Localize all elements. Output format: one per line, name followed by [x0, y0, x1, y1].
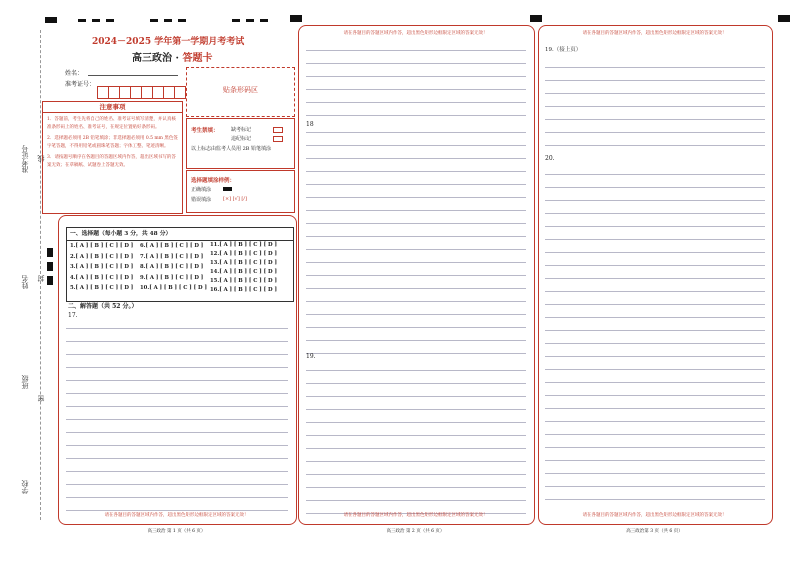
- timing-mark: [290, 15, 302, 22]
- wrong-fill-label: 错误填涂: [191, 197, 212, 203]
- forbidden-label: 考生禁填：: [191, 128, 219, 134]
- timing-mark: [164, 19, 172, 22]
- question-19-continued-label: 19.（接上页）: [545, 47, 582, 53]
- barcode-area: [186, 67, 295, 117]
- boundary-note: 请在各题目的答题区域内作答，超出黑色矩形边框限定区域的答案无效！: [343, 513, 488, 518]
- boundary-note: 请在各题目的答题区域内作答，超出黑色矩形边框限定区域的答案无效！: [582, 513, 727, 518]
- mcq-question[interactable]: 16.[ A ] [ B ] [ C ] [ D ]: [210, 287, 277, 293]
- answer-lines-20[interactable]: [545, 162, 765, 500]
- question-17-label: 17.: [68, 312, 78, 319]
- correct-fill-sample: [223, 187, 232, 191]
- correct-fill-label: 正确填涂: [191, 187, 212, 193]
- side-label-school: 学校: [21, 480, 29, 494]
- timing-mark: [106, 19, 114, 22]
- side-label-id: 准考证号: [21, 145, 29, 173]
- question-19-label: 19.: [306, 353, 316, 360]
- timing-mark: [47, 248, 53, 257]
- section1-title: 一、选择题（每小题 3 分，共 48 分）: [67, 228, 293, 241]
- mcq-question[interactable]: 10.[ A ] [ B ] [ C ] [ D ]: [140, 285, 207, 291]
- question-18-label: 18: [306, 121, 314, 128]
- card-type-label: 答题卡: [182, 53, 213, 64]
- timing-mark: [232, 19, 240, 22]
- mcq-question[interactable]: 5.[ A ] [ B ] [ C ] [ D ]: [70, 285, 134, 291]
- timing-mark: [246, 19, 254, 22]
- fill-example-box: [186, 170, 295, 213]
- answer-lines-18[interactable]: [306, 38, 526, 354]
- fill-example-title: 选择题填涂样例：: [191, 178, 236, 184]
- mcq-question[interactable]: 1.[ A ] [ B ] [ C ] [ D ]: [70, 243, 134, 249]
- timing-mark: [47, 276, 53, 285]
- notice-box: [42, 101, 183, 214]
- seal-label: 密: [37, 395, 45, 402]
- question-20-label: 20.: [545, 155, 555, 162]
- mcq-question[interactable]: 14.[ A ] [ B ] [ C ] [ D ]: [210, 269, 277, 275]
- mcq-question[interactable]: 2.[ A ] [ B ] [ C ] [ D ]: [70, 253, 134, 260]
- forbidden-box: [186, 118, 295, 169]
- mcq-question[interactable]: 6.[ A ] [ B ] [ C ] [ D ]: [140, 243, 204, 249]
- section2-title: 二、解答题（共 52 分。）: [68, 303, 138, 310]
- name-field[interactable]: [88, 75, 178, 76]
- seal-label: 线: [37, 155, 45, 162]
- timing-mark: [260, 19, 268, 22]
- mcq-question[interactable]: 3.[ A ] [ B ] [ C ] [ D ]: [70, 264, 134, 270]
- name-label: 姓名：: [65, 70, 84, 77]
- barcode-label: 贴条形码区: [223, 86, 258, 94]
- page-footer-1: 高三政治 第 1 页（共 6 页）: [147, 529, 206, 534]
- mcq-question[interactable]: 8.[ A ] [ B ] [ C ] [ D ]: [140, 264, 204, 270]
- notice-item: 2．选择题必须用 2B 铅笔填涂；非选择题必须用 0.5 mm 黑色签字笔答题，不得用铅笔或圆珠笔答题；字体工整、笔迹清晰。: [47, 136, 178, 149]
- timing-mark: [178, 19, 186, 22]
- boundary-note: 请在各题目的答题区域内作答，超出黑色矩形边框限定区域的答案无效！: [104, 513, 249, 518]
- answer-lines-17[interactable]: [66, 320, 288, 511]
- timing-mark: [150, 19, 158, 22]
- side-label-class: 班级: [21, 375, 29, 389]
- absent-label: 缺考标记: [231, 127, 252, 133]
- seal-label: 封: [37, 275, 45, 282]
- timing-mark: [47, 262, 53, 271]
- mcq-question[interactable]: 11.[ A ] [ B ] [ C ] [ D ]: [210, 242, 277, 248]
- page-footer-2: 高三政治 第 2 页（共 6 页）: [386, 529, 445, 534]
- side-label-name: 姓名: [21, 275, 29, 289]
- mcq-question[interactable]: 7.[ A ] [ B ] [ C ] [ D ]: [140, 253, 204, 260]
- timing-mark: [45, 17, 57, 23]
- mcq-question[interactable]: 13.[ A ] [ B ] [ C ] [ D ]: [210, 260, 277, 266]
- mcq-question[interactable]: 9.[ A ] [ B ] [ C ] [ D ]: [140, 274, 204, 281]
- answer-lines-19[interactable]: [306, 360, 526, 514]
- wrong-fill-samples: [×] [√] [/]: [223, 196, 247, 202]
- mcq-question[interactable]: 12.[ A ] [ B ] [ C ] [ D ]: [210, 251, 277, 257]
- subject-label: 高三政治 ·: [132, 53, 183, 64]
- timing-mark: [78, 19, 86, 22]
- answer-lines-19-cont[interactable]: [545, 55, 765, 146]
- mcq-box: [66, 227, 294, 302]
- absent-checkbox[interactable]: [273, 127, 283, 133]
- page-footer-3: 高三政治第 3 页（共 6 页）: [626, 529, 683, 534]
- mcq-question[interactable]: 15.[ A ] [ B ] [ C ] [ D ]: [210, 278, 277, 284]
- exam-title: 2024－2025 学年第一学期月考考试: [92, 37, 245, 47]
- mcq-question[interactable]: 4.[ A ] [ B ] [ C ] [ D ]: [70, 274, 134, 281]
- boundary-note: 请在各题目的答题区域内作答，超出黑色矩形边框限定区域的答案无效！: [582, 31, 727, 36]
- notice-item: 3．请按题号顺序在各题目的答题区域内作答，超出区域书写的答案无效；在草稿纸、试题卷上答题无效。: [47, 155, 176, 168]
- card-title: [132, 49, 212, 64]
- notice-title: 注意事项: [43, 102, 182, 113]
- id-grid[interactable]: [97, 86, 186, 99]
- forbidden-note: 以上标志由监考人员用 2B 铅笔填涂: [191, 146, 272, 152]
- timing-mark: [778, 15, 790, 22]
- timing-mark: [530, 15, 542, 22]
- notice-item: 1．答题前，考生先将自己的姓名、准考证号填写清楚，并认真核准条形码上的姓名、准考证号，在规定位置贴好条形码。: [47, 117, 176, 130]
- id-label: 准考证号：: [65, 81, 96, 88]
- violation-checkbox[interactable]: [273, 136, 283, 142]
- violation-label: 违纪标记: [231, 136, 252, 142]
- timing-mark: [92, 19, 100, 22]
- boundary-note: 请在各题目的答题区域内作答，超出黑色矩形边框限定区域的答案无效！: [343, 31, 488, 36]
